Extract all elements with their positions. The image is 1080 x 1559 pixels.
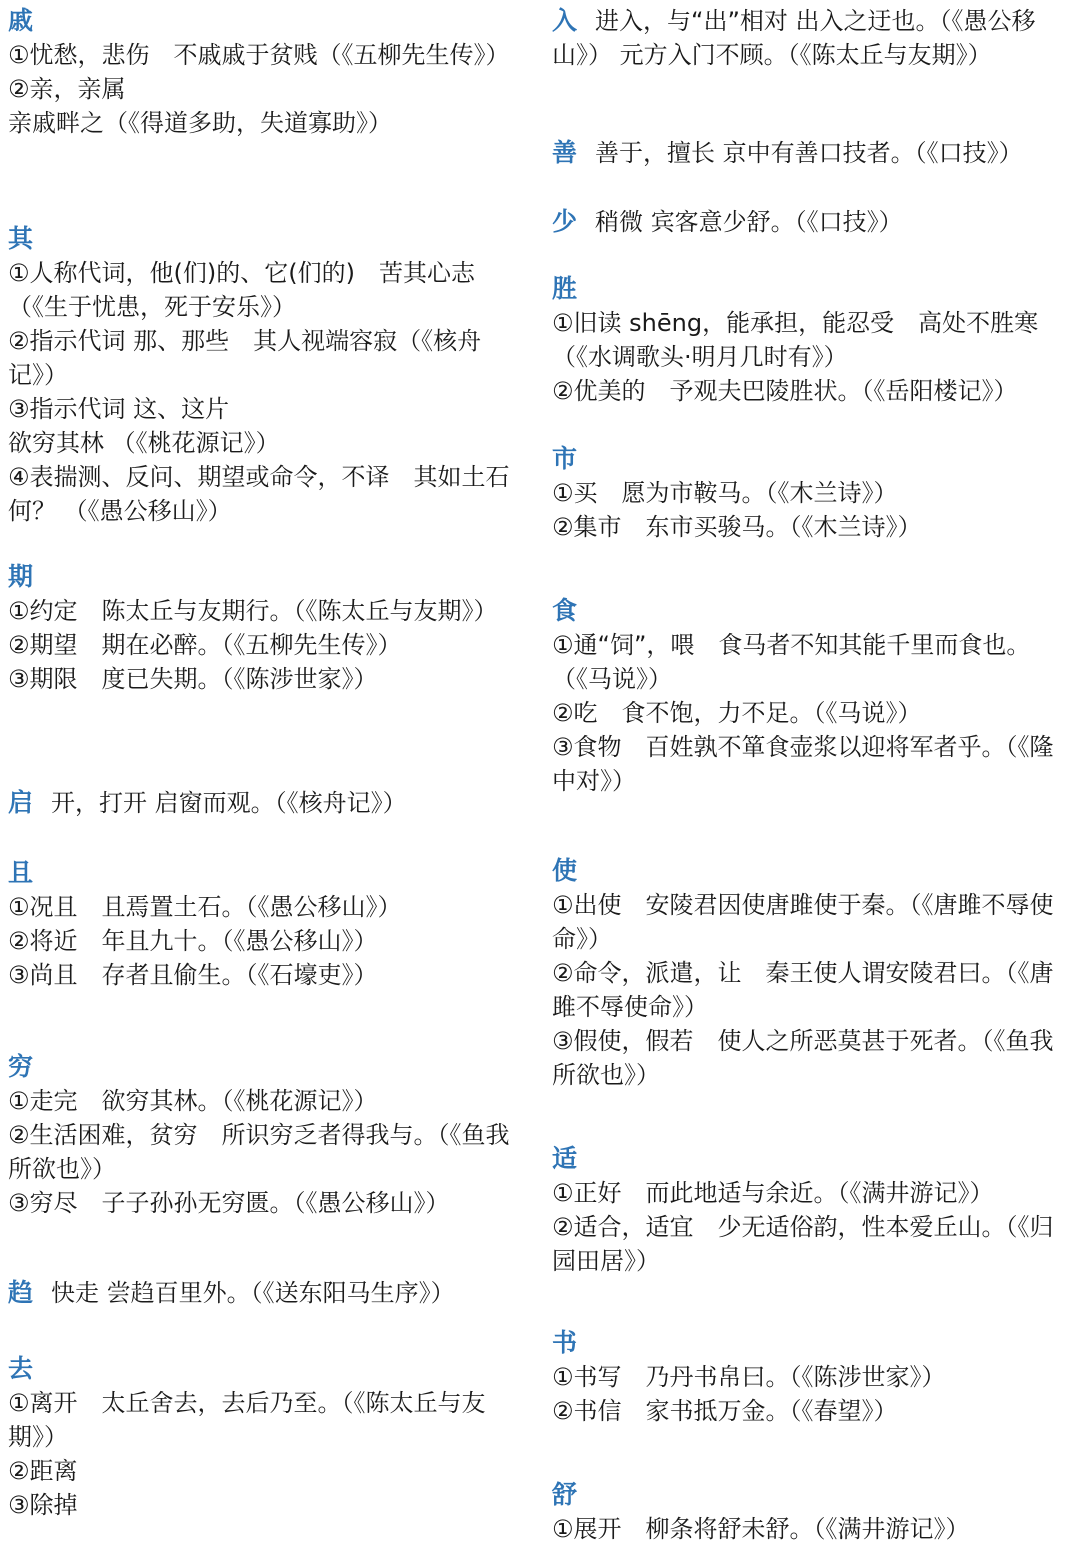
sense-example: 所识穷乏者得我与。（《鱼我所欲也》）	[8, 1121, 510, 1183]
sense-meaning: ①出使	[552, 891, 622, 919]
entry-definition: 开，打开 启窗而观。（《核舟记》）	[51, 789, 407, 817]
entry-headword: 市	[552, 444, 578, 473]
sense-example: 家书抵万金。（《春望》）	[645, 1397, 898, 1425]
entry-definition: 进入，与“出”相对 出入之迂也。（《愚公移山》） 元方入门不顾。（《陈太丘与友期》）	[552, 7, 1036, 69]
dictionary-entry	[552, 854, 1072, 1092]
sense-meaning: ①展开	[552, 1515, 622, 1543]
sense-example: 陈太丘与友期行。（《陈太丘与友期》）	[101, 597, 498, 625]
sense-meaning: ①离开	[8, 1389, 78, 1417]
entry-sense-line	[8, 1454, 523, 1488]
dictionary-entry	[552, 1326, 1072, 1428]
entry-sense-line	[8, 38, 523, 72]
sense-example: 子子孙孙无穷匮。（《愚公移山》）	[101, 1189, 450, 1217]
sense-example: 其人视端容寂（《核舟记》）	[8, 327, 482, 389]
dictionary-entry	[8, 222, 523, 528]
entry-sense-line	[8, 662, 523, 696]
sense-example: 使人之所恶莫甚于死者。（《鱼我所欲也》）	[552, 1027, 1054, 1089]
sense-meaning: ①人称代词，他(们)的、它(们的)	[8, 259, 355, 287]
entry-sense-line	[552, 1210, 1072, 1278]
dictionary-entry	[8, 786, 523, 820]
entry-sense-line	[552, 510, 1072, 544]
sense-example: 予观夫巴陵胜状。（《岳阳楼记》）	[669, 377, 1018, 405]
sense-example: 而此地适与余近。（《满井游记》）	[645, 1179, 994, 1207]
entry-headword: 食	[552, 596, 578, 625]
entry-sense-line	[552, 476, 1072, 510]
dictionary-entry	[552, 272, 1072, 408]
sense-example: 年且九十。（《愚公移山》）	[101, 927, 378, 955]
entry-sense-line	[552, 696, 1072, 730]
sense-meaning: ①约定	[8, 597, 78, 625]
entry-sense-line	[8, 324, 523, 392]
entry-sense-line	[552, 730, 1072, 798]
entry-headword: 启	[8, 788, 34, 817]
sense-example: 苦其心志 （《生于忧患，死于安乐》）	[8, 259, 475, 321]
sense-example: 食不饱，力不足。（《马说》）	[621, 699, 922, 727]
dictionary-entry	[552, 136, 1072, 170]
entry-headword: 适	[552, 1144, 578, 1173]
entry-inline-line	[552, 136, 1072, 170]
sense-meaning: ①走完	[8, 1087, 78, 1115]
dictionary-entry	[8, 856, 523, 992]
entry-inline-line	[552, 4, 1072, 72]
entry-headword: 且	[8, 858, 34, 887]
entry-headword: 入	[552, 6, 578, 35]
sense-meaning: ①旧读 shēng，能承担，能忍受	[552, 309, 895, 337]
entry-sense-line	[552, 374, 1072, 408]
entry-sense-line	[552, 1360, 1072, 1394]
entry-headword: 使	[552, 856, 578, 885]
sense-meaning: ②集市	[552, 513, 622, 541]
entry-headword: 期	[8, 562, 34, 591]
sense-meaning: ③尚且	[8, 961, 78, 989]
dictionary-entry	[8, 1276, 523, 1310]
sense-meaning: ①况且	[8, 893, 78, 921]
entry-inline-line	[8, 1276, 523, 1310]
sense-example: 且焉置土石。（《愚公移山》）	[101, 893, 402, 921]
sense-example: 秦王使人谓安陵君曰。（《唐雎不辱使命》）	[552, 959, 1054, 1021]
entry-sense-line	[552, 956, 1072, 1024]
sense-example: 愿为市鞍马。（《木兰诗》）	[621, 479, 898, 507]
sense-example: 期在必醉。（《五柳先生传》）	[101, 631, 402, 659]
sense-example: 欲穷其林 （《桃花源记》）	[8, 429, 280, 457]
sense-meaning: ②生活困难，贫穷	[8, 1121, 198, 1149]
sense-meaning: ②适合，适宜	[552, 1213, 694, 1241]
sense-example: 安陵君因使唐雎使于秦。（《唐雎不辱使命》）	[552, 891, 1054, 953]
entry-sense-line	[8, 1386, 523, 1454]
sense-meaning: ③穷尽	[8, 1189, 78, 1217]
entry-sense-line	[8, 1186, 523, 1220]
sense-example: 百姓孰不箪食壶浆以迎将军者乎。（《隆中对》）	[552, 733, 1054, 795]
entry-sense-line	[8, 958, 523, 992]
entry-definition: 善于，擅长 京中有善口技者。（《口技》）	[595, 139, 1023, 167]
entry-headword: 穷	[8, 1052, 34, 1081]
entry-sense-line	[552, 306, 1072, 374]
sense-meaning: ③假使，假若	[552, 1027, 694, 1055]
entry-headword: 去	[8, 1354, 34, 1383]
entry-sense-line	[552, 1024, 1072, 1092]
sense-example: 乃丹书帛曰。（《陈涉世家》）	[645, 1363, 946, 1391]
entry-inline-line	[552, 205, 1072, 239]
dictionary-entry	[552, 594, 1072, 798]
sense-meaning: ③期限	[8, 665, 78, 693]
entry-headword: 趋	[8, 1278, 34, 1307]
entry-sense-line	[8, 256, 523, 324]
entry-headword: 舒	[552, 1480, 578, 1509]
sense-example: 东市买骏马。（《木兰诗》）	[645, 513, 922, 541]
sense-example: 欲穷其林。（《桃花源记》）	[101, 1087, 378, 1115]
dictionary-entry	[552, 4, 1072, 72]
sense-meaning: ①买	[552, 479, 598, 507]
sense-meaning: ③食物	[552, 733, 622, 761]
sense-meaning: ①忧愁，悲伤	[8, 41, 150, 69]
entry-sense-line	[552, 1176, 1072, 1210]
sense-meaning: ②指示代词 那、那些	[8, 327, 230, 355]
sense-meaning: ④表揣测、反问、期望或命令，不译	[8, 463, 390, 491]
sense-meaning: ②优美的	[552, 377, 646, 405]
entry-headword: 戚	[8, 6, 34, 35]
entry-sense-line	[8, 1118, 523, 1186]
entry-inline-line	[8, 786, 523, 820]
dictionary-entry	[552, 1142, 1072, 1278]
sense-meaning: ①书写	[552, 1363, 622, 1391]
sense-meaning: ②亲，亲属	[8, 75, 126, 103]
entry-sense-line	[552, 888, 1072, 956]
entry-sense-line	[8, 890, 523, 924]
sense-example: 太丘舍去，去后乃至。（《陈太丘与友期》）	[8, 1389, 486, 1451]
entry-sense-line	[8, 628, 523, 662]
entry-definition: 快走 尝趋百里外。（《送东阳马生序》）	[51, 1279, 455, 1307]
dictionary-entry	[8, 1050, 523, 1220]
entry-headword: 少	[552, 207, 578, 236]
entry-sense-line	[8, 594, 523, 628]
sense-meaning: ②距离	[8, 1457, 78, 1485]
dictionary-entry	[552, 442, 1072, 544]
sense-example: 度已失期。（《陈涉世家》）	[101, 665, 378, 693]
sense-example: 食马者不知其能千里而食也。（《马说》）	[552, 631, 1031, 693]
entry-sense-line	[8, 1488, 523, 1522]
entry-headword: 善	[552, 138, 578, 167]
sense-example: 高处不胜寒（《水调歌头·明月几时有》）	[552, 309, 1039, 371]
sense-meaning: ③指示代词 这、这片	[8, 395, 230, 423]
dictionary-entry	[8, 1352, 523, 1522]
sense-example: 不戚戚于贫贱（《五柳先生传》）	[173, 41, 510, 69]
sense-meaning: ②期望	[8, 631, 78, 659]
dictionary-entry	[8, 560, 523, 696]
sense-meaning: ②书信	[552, 1397, 622, 1425]
entry-sense-line	[8, 1084, 523, 1118]
sense-example: 存者且偷生。（《石壕吏》）	[101, 961, 378, 989]
entry-headword: 其	[8, 224, 34, 253]
sense-meaning: ①正好	[552, 1179, 622, 1207]
sense-example: 其如土石何？ （《愚公移山》）	[8, 463, 510, 525]
entry-sense-line	[552, 1512, 1072, 1546]
entry-headword: 胜	[552, 274, 578, 303]
dictionary-entry	[552, 205, 1072, 239]
sense-meaning: ③除掉	[8, 1491, 78, 1519]
entry-sense-line	[8, 72, 523, 140]
dictionary-entry	[552, 1478, 1072, 1546]
sense-meaning: ②将近	[8, 927, 78, 955]
entry-sense-line	[8, 924, 523, 958]
sense-example: 亲戚畔之（《得道多助，失道寡助》）	[8, 109, 392, 137]
sense-meaning: ②命令，派遣，让	[552, 959, 742, 987]
entry-sense-line	[8, 392, 523, 460]
entry-sense-line	[8, 460, 523, 528]
entry-headword: 书	[552, 1328, 578, 1357]
entry-sense-line	[552, 1394, 1072, 1428]
entry-definition: 稍微 宾客意少舒。（《口技》）	[595, 208, 903, 236]
entry-sense-line	[552, 628, 1072, 696]
sense-meaning: ②吃	[552, 699, 598, 727]
sense-example: 柳条将舒未舒。（《满井游记》）	[645, 1515, 970, 1543]
sense-example: 少无适俗韵，性本爱丘山。（《归园田居》）	[552, 1213, 1054, 1275]
sense-meaning: ①通“饲”，喂	[552, 631, 695, 659]
dictionary-entry	[8, 4, 523, 140]
